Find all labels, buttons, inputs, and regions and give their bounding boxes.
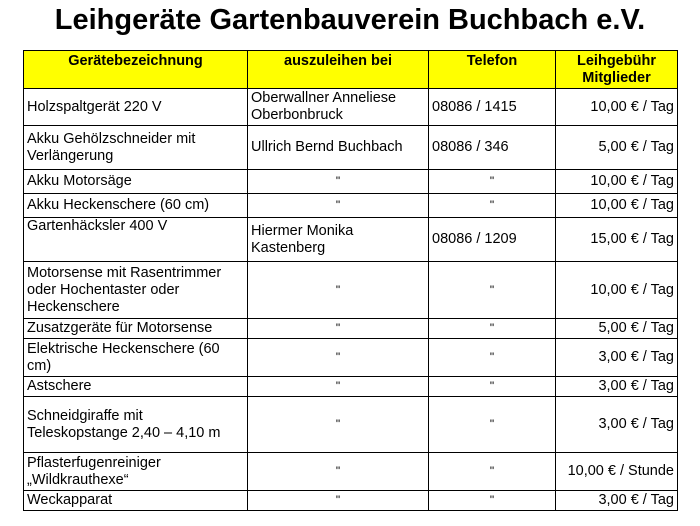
- table-row: [24, 126, 678, 170]
- device-cell: Holzspaltgerät 220 V: [24, 89, 248, 126]
- table-header-row: [24, 51, 678, 89]
- phone-cell: 08086 / 346: [429, 126, 556, 170]
- header-phone: Telefon: [429, 51, 556, 89]
- device-cell: Pflasterfugenreiniger „Wildkrauthexe“: [24, 453, 248, 491]
- lender-cell: ": [248, 319, 429, 339]
- header-device: Gerätebezeichnung: [24, 51, 248, 89]
- rental-equipment-table: [23, 50, 678, 511]
- table-row: [24, 453, 678, 491]
- header-fee: Leihgebühr Mitglieder: [556, 51, 678, 89]
- lender-cell: Ullrich Bernd Buchbach: [248, 126, 429, 170]
- header-lender: auszuleihen bei: [248, 51, 429, 89]
- table-row: [24, 491, 678, 511]
- fee-cell: 10,00 € / Tag: [556, 194, 678, 218]
- phone-cell: ": [429, 194, 556, 218]
- phone-cell: ": [429, 453, 556, 491]
- fee-cell: 3,00 € / Tag: [556, 397, 678, 453]
- fee-cell: 10,00 € / Stunde: [556, 453, 678, 491]
- lender-cell: ": [248, 262, 429, 319]
- device-cell: Zusatzgeräte für Motorsense: [24, 319, 248, 339]
- table-row: [24, 218, 678, 262]
- phone-cell: ": [429, 170, 556, 194]
- fee-cell: 10,00 € / Tag: [556, 262, 678, 319]
- table-row: [24, 319, 678, 339]
- table-row: [24, 194, 678, 218]
- device-cell: Elektrische Heckenschere (60 cm): [24, 339, 248, 377]
- fee-cell: 3,00 € / Tag: [556, 377, 678, 397]
- device-cell: Weckapparat: [24, 491, 248, 511]
- lender-cell: ": [248, 491, 429, 511]
- table-row: [24, 262, 678, 319]
- phone-cell: ": [429, 491, 556, 511]
- phone-cell: ": [429, 319, 556, 339]
- phone-cell: 08086 / 1209: [429, 218, 556, 262]
- fee-cell: 10,00 € / Tag: [556, 170, 678, 194]
- page-title: Leihgeräte Gartenbauverein Buchbach e.V.: [54, 4, 646, 36]
- lender-cell: ": [248, 339, 429, 377]
- fee-cell: 10,00 € / Tag: [556, 89, 678, 126]
- phone-cell: 08086 / 1415: [429, 89, 556, 126]
- fee-cell: 3,00 € / Tag: [556, 339, 678, 377]
- lender-cell: ": [248, 194, 429, 218]
- device-cell: Akku Gehölzschneider mit Verlängerung: [24, 126, 248, 170]
- fee-cell: 5,00 € / Tag: [556, 319, 678, 339]
- device-cell: Gartenhäcksler 400 V: [24, 218, 248, 262]
- device-cell: Schneidgiraffe mit Teleskopstange 2,40 – 4,10 m: [24, 397, 248, 453]
- fee-cell: 5,00 € / Tag: [556, 126, 678, 170]
- lender-cell: ": [248, 170, 429, 194]
- table-row: [24, 397, 678, 453]
- fee-cell: 3,00 € / Tag: [556, 491, 678, 511]
- lender-cell: ": [248, 377, 429, 397]
- lender-cell: Oberwallner Anneliese Oberbonbruck: [248, 89, 429, 126]
- phone-cell: ": [429, 339, 556, 377]
- phone-cell: ": [429, 262, 556, 319]
- lender-cell: Hiermer Monika Kastenberg: [248, 218, 429, 262]
- table-row: [24, 89, 678, 126]
- table-row: [24, 170, 678, 194]
- table-row: [24, 339, 678, 377]
- table-row: [24, 377, 678, 397]
- device-cell: Motorsense mit Rasentrimmer oder Hochentaster oder Heckenschere: [24, 262, 248, 319]
- phone-cell: ": [429, 397, 556, 453]
- phone-cell: ": [429, 377, 556, 397]
- device-cell: Astschere: [24, 377, 248, 397]
- lender-cell: ": [248, 397, 429, 453]
- device-cell: Akku Motorsäge: [24, 170, 248, 194]
- lender-cell: ": [248, 453, 429, 491]
- device-cell: Akku Heckenschere (60 cm): [24, 194, 248, 218]
- fee-cell: 15,00 € / Tag: [556, 218, 678, 262]
